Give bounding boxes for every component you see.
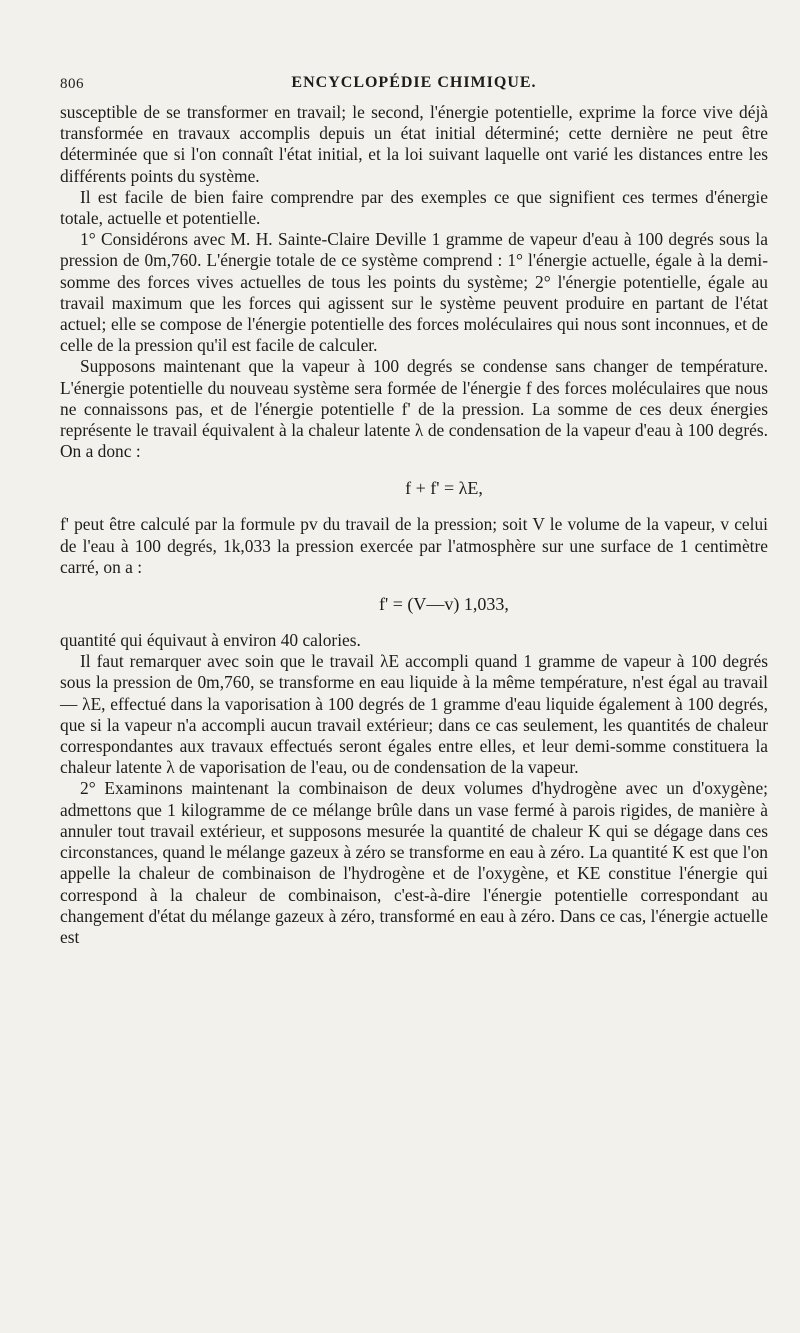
paragraph-examples-intro: Il est facile de bien faire comprendre par des exemples ce que signifient ces termes d'énergie totale, actuelle et potentielle. — [60, 186, 768, 229]
page-number: 806 — [60, 76, 84, 92]
running-title: ENCYCLOPÉDIE CHIMIQUE. — [291, 74, 537, 91]
paragraph-second-example: 2° Examinons maintenant la combinaison de deux volumes d'hydrogène avec un d'oxygène; admettons que 1 kilogramme de ce mélange brûle dans un vase fermé à parois rigides, de manière à annuler tout travail extérieur, et supposons mesurée la quantité de chaleur K qui se dégage dans ces circonstances, quand le mélange gazeux à zéro se transforme en eau à zéro. La quantité K est que l'on appelle la chaleur de combinaison de l'hydrogène et de l'oxygène, et KE constitue l'énergie qui correspond à la chaleur de combinaison, c'est-à-dire l'énergie potentielle correspondant au changement d'état du mélange gazeux à zéro, transformé en eau à zéro. Dans ce cas, l'énergie actuelle est — [60, 778, 768, 947]
equation-pressure-energy: f' = (V—v) 1,033, — [379, 594, 509, 615]
paragraph-remark: Il faut remarquer avec soin que le travail λE accompli quand 1 gramme de vapeur à 100 degrés sous la pression de 0m,760, se transforme en eau liquide à la même température, n'est égal au travail — λE, effectué dans la vaporisation à 100 degrés de 1 gramme d'eau liquide également à 100 degrés, que si la vapeur n'a accompli aucun travail extérieur; dans ce cas seulement, les quantités de chaleur correspondantes aux travaux effectués seront égales entre elles, et leur demi-somme constituera la chaleur latente λ de vaporisation de l'eau, ou de condensation de la vapeur. — [60, 651, 768, 778]
paragraph-pressure-work: f' peut être calculé par la formule pv du travail de la pression; soit V le volume de la vapeur, v celui de l'eau à 100 degrés, 1k,033 la pression exercée par l'atmosphère sur une surface de 1 centimètre carré, on a : — [60, 514, 768, 577]
running-head — [60, 72, 768, 98]
paragraph-condensation: Supposons maintenant que la vapeur à 100 degrés se condense sans changer de température. L'énergie potentielle du nouveau système sera formée de l'énergie f des forces moléculaires que nous ne connaissons pas, et de l'énergie potentielle f' de la pression. La somme de ces deux énergies représente le travail équivalent à la chaleur latente λ de condensation de la vapeur d'eau à 100 degrés. On a donc : — [60, 356, 768, 462]
book-page — [60, 72, 768, 1312]
paragraph-continuation: susceptible de se transformer en travail; le second, l'énergie potentielle, exprime la force vive déjà transformée en travaux accomplis depuis un état initial déterminé; cette dernière ne peut être déterminée que si l'on connaît l'état initial, et la loi suivant laquelle ont varié les distances entre les différents points du système. — [60, 102, 768, 186]
paragraph-first-example: 1° Considérons avec M. H. Sainte-Claire Deville 1 gramme de vapeur d'eau à 100 degrés sous la pression de 0m,760. L'énergie totale de ce système comprend : 1° l'énergie actuelle, égale à la demi-somme des forces vives actuelles de tous les points du système; 2° l'énergie potentielle, égale au travail maximum que les forces qui agissent sur le système peuvent produire en partant de l'état actuel; elle se compose de l'énergie potentielle des forces moléculaires qui nous sont inconnues, et de celle de la pression qu'il est facile de calculer. — [60, 229, 768, 356]
paragraph-calories: quantité qui équivaut à environ 40 calories. — [60, 630, 361, 651]
equation-energy-sum: f + f' = λE, — [405, 478, 483, 499]
